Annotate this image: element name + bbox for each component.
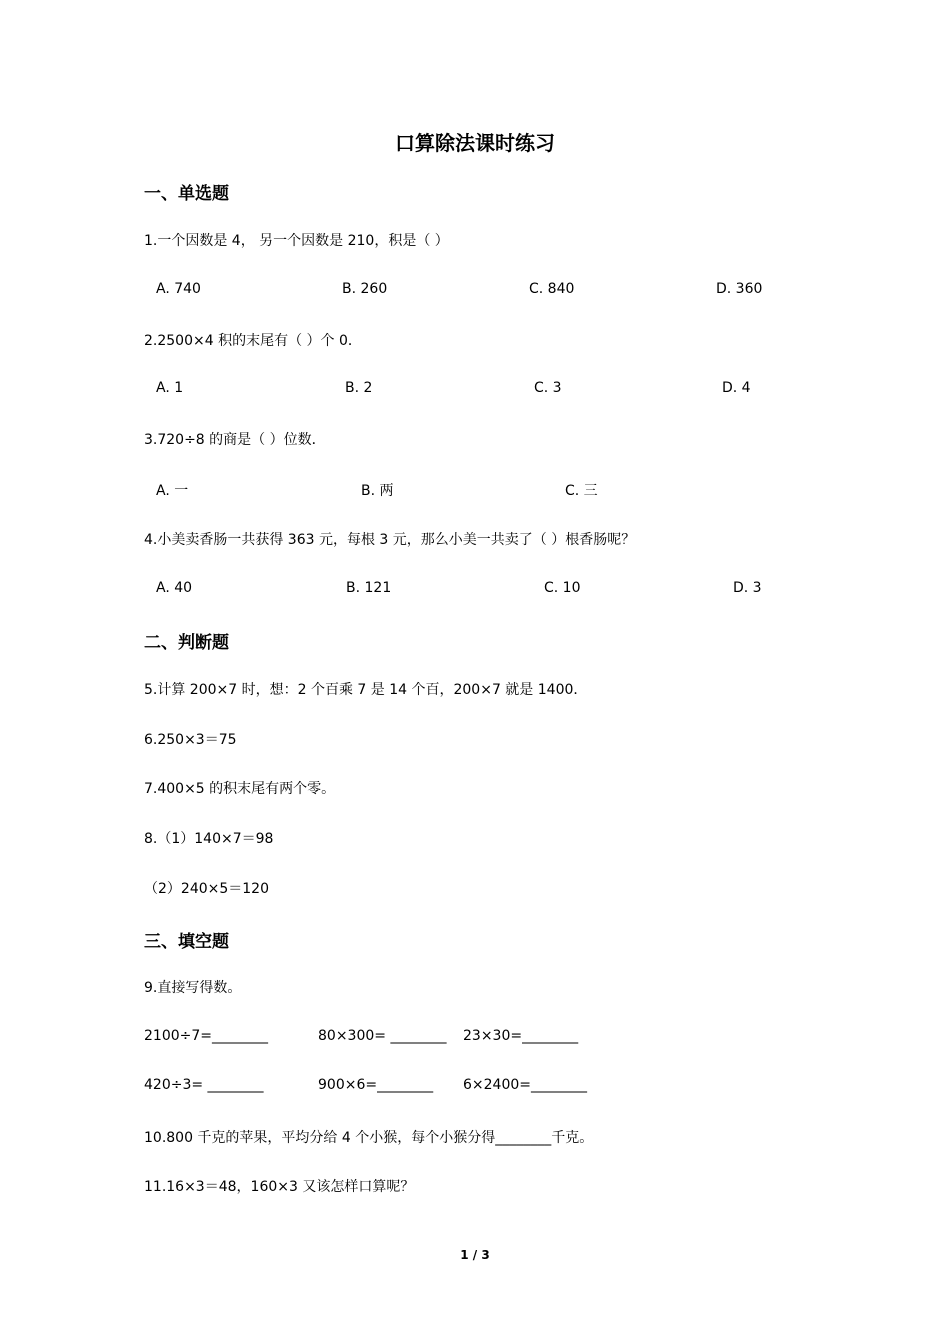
q3-option-a: A. 一 [156, 483, 189, 499]
question-3: 3.720÷8 的商是（ ）位数． [144, 432, 326, 448]
q4-option-a: A. 40 [156, 580, 193, 596]
question-10: 10.800 千克的苹果，平均分给 4 个小猴，每个小猴分得________千克。 [144, 1130, 594, 1146]
question-11: 11.16×3＝48，160×3 又该怎样口算呢？ [144, 1179, 415, 1195]
question-4: 4.小美卖香肠一共获得 363 元，每根 3 元，那么小美一共卖了（ ）根香肠呢？ [144, 532, 636, 548]
question-5: 5.计算 200×7 时，想：2 个百乘 7 是 14 个百，200×7 就是 1400． [144, 682, 588, 698]
section-heading-true-false: 二、判断题 [144, 633, 229, 653]
q2-option-b: B. 2 [345, 380, 373, 396]
q1-option-b: B. 260 [342, 281, 388, 297]
q3-option-c: C. 三 [565, 483, 598, 499]
q9-item-3: 23×30=________ [463, 1028, 579, 1044]
q9-item-6: 6×2400=________ [463, 1077, 587, 1093]
question-2: 2.2500×4 积的末尾有（ ）个 0． [144, 333, 362, 349]
q9-item-2: 80×300= ________ [318, 1028, 447, 1044]
page-title: 口算除法课时练习 [395, 131, 555, 155]
question-8-part-1: 8.（1）140×7＝98 [144, 831, 274, 847]
q1-option-a: A. 740 [156, 281, 201, 297]
question-7: 7.400×5 的积末尾有两个零。 [144, 781, 336, 797]
question-8-part-2: （2）240×5＝120 [144, 881, 269, 897]
question-6: 6.250×3＝75 [144, 732, 237, 748]
q1-option-d: D. 360 [716, 281, 763, 297]
q9-item-1: 2100÷7=________ [144, 1028, 268, 1044]
question-1: 1.一个因数是 4， 另一个因数是 210，积是（ ） [144, 233, 449, 249]
q2-option-c: C. 3 [534, 380, 562, 396]
q4-option-b: B. 121 [346, 580, 392, 596]
q2-option-a: A. 1 [156, 380, 184, 396]
q3-option-b: B. 两 [361, 483, 394, 499]
q2-option-d: D. 4 [722, 380, 751, 396]
q1-option-c: C. 840 [529, 281, 575, 297]
q4-option-d: D. 3 [733, 580, 762, 596]
q9-item-4: 420÷3= ________ [144, 1077, 264, 1093]
section-heading-single-choice: 一、单选题 [144, 184, 229, 204]
q9-item-5: 900×6=________ [318, 1077, 434, 1093]
section-heading-fill-blank: 三、填空题 [144, 932, 229, 952]
question-9: 9.直接写得数。 [144, 980, 242, 996]
page-number: 1 / 3 [460, 1248, 490, 1262]
q4-option-c: C. 10 [544, 580, 581, 596]
